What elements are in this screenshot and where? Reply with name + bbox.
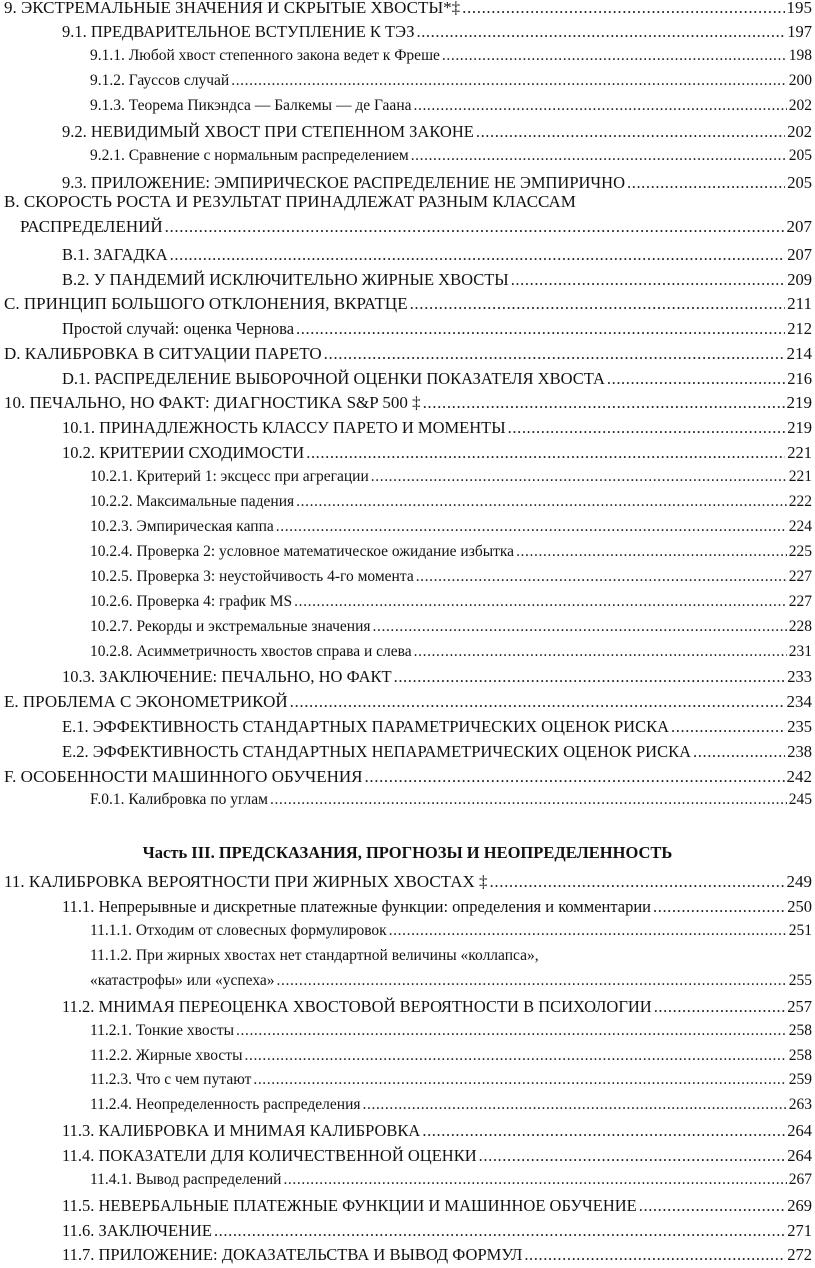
toc-entry bbox=[62, 1146, 812, 1166]
dot-leader bbox=[394, 667, 786, 687]
toc-entry bbox=[90, 47, 812, 65]
toc-entry-title: 9.1.2. Гауссов случай bbox=[90, 72, 230, 89]
toc-entry-title: 9. ЭКСТРЕМАЛЬНЫЕ ЗНАЧЕНИЯ И СКРЫТЫЕ ХВОСТЫ*‡ bbox=[4, 0, 461, 17]
toc-entry bbox=[4, 767, 812, 787]
toc-entry-title: D.1. РАСПРЕДЕЛЕНИЕ ВЫБОРОЧНОЙ ОЦЕНКИ ПОКАЗАТЕЛЯ ХВОСТА bbox=[62, 369, 605, 388]
toc-entry-page: 231 bbox=[788, 643, 812, 660]
toc-entry-page: 264 bbox=[787, 1146, 812, 1165]
toc-entry-page: 271 bbox=[787, 1221, 812, 1240]
toc-entry bbox=[62, 418, 812, 438]
dot-leader bbox=[283, 1171, 786, 1189]
toc-entry-title: 11.2.1. Тонкие хвосты bbox=[90, 1022, 235, 1039]
toc-entry-title: E. ПРОБЛЕМА С ЭКОНОМЕТРИКОЙ bbox=[4, 692, 288, 711]
dot-leader bbox=[363, 1096, 787, 1114]
toc-entry-title: 11.1. Непрерывные и дискретные платежные функции: определения и комментарии bbox=[62, 897, 651, 916]
toc-entry bbox=[90, 643, 812, 661]
dot-leader bbox=[236, 1022, 787, 1040]
toc-entry bbox=[4, 393, 812, 413]
dot-leader bbox=[516, 543, 787, 561]
toc-entry-page: 200 bbox=[788, 72, 812, 89]
toc-entry-title: 11.1.1. Отходим от словесных формулировок bbox=[90, 922, 387, 939]
toc-entry bbox=[90, 493, 812, 511]
toc-entry-page: 195 bbox=[786, 0, 812, 17]
toc-entry-title: 10.2.5. Проверка 3: неустойчивость 4-го момента bbox=[90, 568, 414, 585]
toc-entry bbox=[4, 692, 812, 712]
dot-leader bbox=[389, 922, 787, 940]
toc-entry-title: B.2. У ПАНДЕМИЙ ИСКЛЮЧИТЕЛЬНО ЖИРНЫЕ ХВОСТЫ bbox=[62, 270, 509, 289]
dot-leader bbox=[296, 319, 785, 339]
toc-entry bbox=[90, 1096, 812, 1114]
toc-entry-title: D. КАЛИБРОВКА В СИТУАЦИИ ПАРЕТО bbox=[4, 344, 322, 363]
toc-entry-page: 233 bbox=[787, 667, 812, 686]
toc-entry bbox=[90, 97, 812, 115]
toc-entry-title: 10.1. ПРИНАДЛЕЖНОСТЬ КЛАССУ ПАРЕТО И МОМЕНТЫ bbox=[62, 418, 506, 437]
dot-leader bbox=[270, 791, 787, 809]
toc-entry-page: 250 bbox=[787, 897, 812, 916]
dot-leader bbox=[416, 22, 785, 42]
toc-entry-page: 202 bbox=[788, 97, 812, 114]
toc-entry bbox=[4, 0, 812, 18]
toc-entry-title: 10.2.6. Проверка 4: график MS bbox=[90, 593, 293, 610]
toc-entry bbox=[90, 618, 812, 636]
dot-leader bbox=[653, 897, 785, 917]
dot-leader bbox=[671, 717, 785, 737]
toc-entry bbox=[90, 1022, 812, 1040]
toc-entry bbox=[90, 147, 812, 165]
toc-entry bbox=[62, 22, 812, 42]
toc-entry-page: 222 bbox=[788, 493, 812, 510]
toc-entry-page: 227 bbox=[788, 568, 812, 585]
dot-leader bbox=[231, 72, 787, 90]
dot-leader bbox=[411, 147, 787, 165]
toc-entry-title: 11.2.2. Жирные хвосты bbox=[90, 1047, 243, 1064]
dot-leader bbox=[654, 997, 786, 1017]
toc-entry-title: 9.1. ПРЕДВАРИТЕЛЬНОЕ ВСТУПЛЕНИЕ К ТЭЗ bbox=[62, 22, 415, 41]
dot-leader bbox=[306, 443, 785, 463]
dot-leader bbox=[290, 692, 785, 712]
dot-leader bbox=[214, 1221, 785, 1241]
toc-entry-title: 11.3. КАЛИБРОВКА И МНИМАЯ КАЛИБРОВКА bbox=[62, 1121, 421, 1140]
toc-entry-title: F. ОСОБЕННОСТИ МАШИННОГО ОБУЧЕНИЯ bbox=[4, 767, 363, 786]
toc-entry-page: 211 bbox=[787, 294, 812, 313]
toc-entry bbox=[90, 72, 812, 90]
toc-entry bbox=[62, 270, 812, 290]
toc-entry-page: 227 bbox=[788, 593, 812, 610]
toc-entry bbox=[62, 1221, 812, 1241]
toc-entry-page: 224 bbox=[788, 518, 812, 535]
dot-leader bbox=[490, 872, 785, 892]
toc-entry-page: 205 bbox=[787, 173, 812, 192]
toc-entry bbox=[4, 344, 812, 364]
toc-entry-title: 10.2.4. Проверка 2: условное математическое ожидание избытка bbox=[90, 543, 515, 560]
part-heading: Часть III. ПРЕДСКАЗАНИЯ, ПРОГНОЗЫ И НЕОПРЕДЕЛЕННОСТЬ bbox=[142, 843, 673, 862]
toc-entry-title: 11.4. ПОКАЗАТЕЛИ ДЛЯ КОЛИЧЕСТВЕННОЙ ОЦЕНКИ bbox=[62, 1146, 477, 1165]
toc-entry-title: B. СКОРОСТЬ РОСТА И РЕЗУЛЬТАТ ПРИНАДЛЕЖАТ РАЗНЫМ КЛАССАМ bbox=[4, 192, 576, 211]
toc-entry bbox=[90, 543, 812, 561]
toc-entry bbox=[62, 173, 812, 193]
toc-entry bbox=[62, 1245, 812, 1265]
toc-entry-page: 197 bbox=[787, 22, 812, 41]
toc-entry-page: 214 bbox=[786, 344, 812, 363]
toc-entry bbox=[90, 568, 812, 586]
toc-entry-title: 9.3. ПРИЛОЖЕНИЕ: ЭМПИРИЧЕСКОЕ РАСПРЕДЕЛЕНИЕ НЕ ЭМПИРИЧНО bbox=[62, 173, 625, 192]
toc-entry-page: 209 bbox=[787, 270, 812, 289]
toc-entry-title: 11.4.1. Вывод распределений bbox=[90, 1171, 282, 1188]
toc-entry-page: 234 bbox=[786, 692, 812, 711]
toc-entry-page: 221 bbox=[787, 443, 812, 462]
toc-entry-title: 10.2.7. Рекорды и экстремальные значения bbox=[90, 618, 371, 635]
toc-entry-page: 212 bbox=[787, 319, 812, 338]
toc-entry-page: 272 bbox=[787, 1245, 812, 1264]
toc-entry-page: 238 bbox=[787, 742, 812, 761]
dot-leader bbox=[165, 217, 785, 237]
toc-entry-title: 10.2.1. Критерий 1: эксцесс при агрегации bbox=[90, 468, 369, 485]
toc-entry-page: 207 bbox=[786, 217, 812, 236]
toc-entry bbox=[62, 997, 812, 1017]
toc-entry bbox=[90, 791, 812, 809]
toc-entry bbox=[62, 443, 812, 463]
dot-leader bbox=[296, 493, 787, 511]
toc-entry-title: РАСПРЕДЕЛЕНИЙ bbox=[20, 217, 163, 236]
toc-entry-page: 202 bbox=[787, 122, 812, 141]
toc-entry-title: 10.2.3. Эмпирическая каппа bbox=[90, 518, 274, 535]
dot-leader bbox=[693, 742, 785, 762]
toc-entry bbox=[90, 1171, 812, 1189]
toc-entry bbox=[62, 369, 812, 389]
toc-entry-title: 11. КАЛИБРОВКА ВЕРОЯТНОСТИ ПРИ ЖИРНЫХ ХВОСТАХ ‡ bbox=[4, 872, 488, 891]
dot-leader bbox=[627, 173, 785, 193]
dot-leader bbox=[524, 1245, 785, 1265]
toc-entry-title: 10.2.2. Максимальные падения bbox=[90, 493, 295, 510]
dot-leader bbox=[277, 972, 787, 990]
dot-leader bbox=[410, 294, 786, 314]
toc-entry-title: E.1. ЭФФЕКТИВНОСТЬ СТАНДАРТНЫХ ПАРАМЕТРИЧЕСКИХ ОЦЕНОК РИСКА bbox=[62, 717, 670, 736]
toc-entry bbox=[62, 897, 812, 917]
toc-entry-page: 258 bbox=[788, 1022, 812, 1039]
toc-entry-page: 219 bbox=[787, 418, 812, 437]
dot-leader bbox=[639, 1196, 786, 1216]
toc-entry-page: 242 bbox=[786, 767, 812, 786]
toc-entry bbox=[62, 245, 812, 265]
toc-entry-page: 269 bbox=[787, 1196, 812, 1215]
toc-entry-title: 9.1.1. Любой хвост степенного закона ведет к Фреше bbox=[90, 47, 440, 64]
toc-entry-page: 219 bbox=[786, 393, 812, 412]
toc-entry bbox=[62, 667, 812, 687]
toc-entry bbox=[90, 1071, 812, 1089]
dot-leader bbox=[422, 1121, 785, 1141]
toc-entry-title: C. ПРИНЦИП БОЛЬШОГО ОТКЛОНЕНИЯ, ВКРАТЦЕ bbox=[4, 294, 408, 313]
toc-entry bbox=[62, 1121, 812, 1141]
toc-entry-page: 267 bbox=[788, 1171, 812, 1188]
dot-leader bbox=[414, 97, 787, 115]
dot-leader bbox=[442, 47, 787, 65]
toc-entry-title: 11.2.4. Неопределенность распределения bbox=[90, 1096, 361, 1113]
toc-entry-title: «катастрофы» или «успеха» bbox=[90, 972, 275, 989]
toc-entry-page: 245 bbox=[788, 791, 812, 808]
toc-entry-title: F.0.1. Калибровка по углам bbox=[90, 791, 268, 808]
dot-leader bbox=[253, 1071, 786, 1089]
toc-entry-title: 9.2. НЕВИДИМЫЙ ХВОСТ ПРИ СТЕПЕННОМ ЗАКОНЕ bbox=[62, 122, 474, 141]
dot-leader bbox=[170, 245, 786, 265]
toc-entry bbox=[62, 742, 812, 762]
toc-entry-title: E.2. ЭФФЕКТИВНОСТЬ СТАНДАРТНЫХ НЕПАРАМЕТРИЧЕСКИХ ОЦЕНОК РИСКА bbox=[62, 742, 692, 761]
toc-entry-title: 10.2.8. Асимметричность хвостов справа и слева bbox=[90, 643, 412, 660]
toc-entry bbox=[62, 319, 812, 339]
toc-entry bbox=[90, 468, 812, 486]
dot-leader bbox=[365, 767, 785, 787]
toc-entry-page: 221 bbox=[788, 468, 812, 485]
toc-entry-title: 10. ПЕЧАЛЬНО, НО ФАКТ: ДИАГНОСТИКА S&P 500 ‡ bbox=[4, 393, 421, 412]
toc-entry-title: 9.1.3. Теорема Пикэндса — Балкемы — де Гаана bbox=[90, 97, 412, 114]
toc-entry-title: 11.7. ПРИЛОЖЕНИЕ: ДОКАЗАТЕЛЬСТВА И ВЫВОД ФОРМУЛ bbox=[62, 1245, 523, 1264]
toc-entry-title: 11.5. НЕВЕРБАЛЬНЫЕ ПЛАТЕЖНЫЕ ФУНКЦИИ И МАШИННОЕ ОБУЧЕНИЕ bbox=[62, 1196, 637, 1215]
toc-entry-title: 11.1.2. При жирных хвостах нет стандартной величины «коллапса», bbox=[90, 947, 539, 964]
dot-leader bbox=[416, 568, 787, 586]
toc-entry-title: Простой случай: оценка Чернова bbox=[62, 319, 295, 338]
toc-entry-page: 258 bbox=[788, 1047, 812, 1064]
dot-leader bbox=[423, 393, 785, 413]
dot-leader bbox=[462, 0, 784, 18]
dot-leader bbox=[476, 122, 785, 142]
toc-entry-page: 235 bbox=[787, 717, 812, 736]
toc-entry-page: 251 bbox=[788, 922, 812, 939]
toc-entry-title: B.1. ЗАГАДКА bbox=[62, 245, 168, 264]
dot-leader bbox=[276, 518, 787, 536]
toc-entry bbox=[90, 518, 812, 536]
toc-entry bbox=[4, 872, 812, 892]
toc-entry-page: 257 bbox=[787, 997, 812, 1016]
dot-leader bbox=[371, 468, 787, 486]
toc-entry bbox=[62, 122, 812, 142]
toc-entry bbox=[62, 717, 812, 737]
toc-entry-page: 228 bbox=[788, 618, 812, 635]
toc-entry-page: 264 bbox=[787, 1121, 812, 1140]
toc-entry bbox=[62, 1196, 812, 1216]
toc-entry bbox=[90, 972, 812, 990]
toc-entry bbox=[20, 217, 812, 237]
toc-entry-title: 10.3. ЗАКЛЮЧЕНИЕ: ПЕЧАЛЬНО, НО ФАКТ bbox=[62, 667, 392, 686]
dot-leader bbox=[294, 593, 787, 611]
toc-entry-page: 225 bbox=[788, 543, 812, 560]
toc-entry-page: 255 bbox=[788, 972, 812, 989]
toc-entry-page: 205 bbox=[788, 147, 812, 164]
toc-entry bbox=[4, 294, 812, 314]
toc-entry-title: 9.2.1. Сравнение с нормальным распределением bbox=[90, 147, 409, 164]
toc-entry-page: 198 bbox=[788, 47, 812, 64]
toc-entry-page: 259 bbox=[788, 1071, 812, 1088]
dot-leader bbox=[373, 618, 787, 636]
dot-leader bbox=[414, 643, 787, 661]
toc-entry-title: 11.6. ЗАКЛЮЧЕНИЕ bbox=[62, 1221, 212, 1240]
toc-entry-title: 11.2. МНИМАЯ ПЕРЕОЦЕНКА ХВОСТОВОЙ ВЕРОЯТНОСТИ В ПСИХОЛОГИИ bbox=[62, 997, 652, 1016]
toc-entry bbox=[90, 1047, 812, 1065]
dot-leader bbox=[607, 369, 785, 389]
toc-entry-page: 216 bbox=[787, 369, 812, 388]
dot-leader bbox=[511, 270, 786, 290]
toc-entry bbox=[90, 922, 812, 940]
dot-leader bbox=[245, 1047, 787, 1065]
dot-leader bbox=[508, 418, 786, 438]
toc-entry-page: 249 bbox=[786, 872, 812, 891]
toc-entry-title: 10.2. КРИТЕРИИ СХОДИМОСТИ bbox=[62, 443, 305, 462]
dot-leader bbox=[479, 1146, 786, 1166]
dot-leader bbox=[324, 344, 785, 364]
toc-entry-page: 207 bbox=[787, 245, 812, 264]
toc-entry-title: 11.2.3. Что с чем путают bbox=[90, 1071, 252, 1088]
toc-entry-page: 263 bbox=[788, 1096, 812, 1113]
toc-entry bbox=[90, 593, 812, 611]
